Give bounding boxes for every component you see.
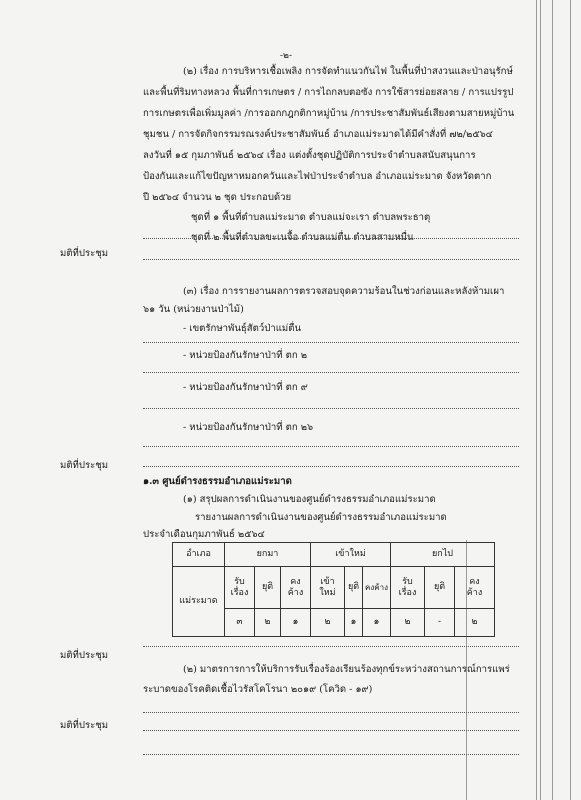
subheader-text: เรื่อง [398, 587, 417, 598]
resolution-label: มติที่ประชุม [60, 720, 109, 731]
scan-margin-line [540, 0, 541, 800]
dotted-line [143, 466, 519, 467]
item2-line: ชุมชน / การจัดกิจกรรมรณรงค์ประชาสัมพันธ์ อำเภอแม่ระมาดได้มีคำสั่งที่ ๗๒/๒๕๖๔ [143, 129, 493, 140]
resolution-label: มติที่ประชุม [60, 460, 109, 471]
subheader-text: เรื่อง [230, 587, 249, 598]
subheader-text: ใหม่ [319, 587, 336, 598]
summary-table [172, 542, 495, 637]
team-1: ชุดที่ ๑ พื้นที่ตำบลแม่ระมาด ตำบลแม่จะเรา ตำบลพระธาตุ [191, 212, 431, 223]
page-number: -๒- [280, 51, 293, 61]
unit-item: - เขตรักษาพันธุ์สัตว์ป่าแม่ตื่น [183, 323, 302, 334]
dotted-line [143, 372, 519, 373]
value-cell: ๓ [225, 609, 255, 637]
item3-line: (๓) เรื่อง การรายงานผลการตรวจสอบจุดความร้อนในช่วงก่อนและหลังห้ามเผา [183, 286, 505, 297]
value-cell: ๑ [281, 609, 311, 637]
dotted-line [143, 259, 519, 260]
dotted-line [143, 342, 519, 343]
item2-line: ปี ๒๕๖๔ จำนวน ๒ ชุด ประกอบด้วย [143, 192, 292, 203]
item2-line: ป้องกันและแก้ไขปัญหาหมอกควันและไฟป่าประจำตำบล อำเภอแม่ระมาด จังหวัดตาก [143, 171, 492, 182]
subheader-cell: ยุติ [345, 567, 363, 609]
dotted-line [143, 446, 519, 447]
value-cell: - [425, 609, 455, 637]
subheader-cell [455, 567, 495, 609]
value-cell: ๑ [363, 609, 391, 637]
item2b-line: (๒) มาตรการการให้บริการรับเรื่องร้องเรียนร้องทุกข์ระหว่างสถานการณ์การแพร่ [183, 664, 510, 675]
item2-line: ลงวันที่ ๑๕ กุมภาพันธ์ ๒๕๖๔ เรื่อง แต่งตั้งชุดปฏิบัติการประจำตำบลสนับสนุนการ [143, 150, 476, 161]
item2b-line: ระบาดของโรคติดเชื้อไวรัสโคโรนา ๒๐๑๙ (โควิด - ๑๙) [143, 684, 373, 695]
header-district: อำเภอ [173, 543, 225, 567]
team-2: ชุดที่ ๒ พื้นที่ตำบลขะเนจื้อ ตำบลแม่ตื่น ตำบลสามหมื่น [191, 232, 414, 243]
scan-margin-line [552, 0, 553, 800]
subheader-text: คง [290, 576, 301, 587]
scan-margin-line [536, 0, 537, 800]
subheader-cell: ยุติ [425, 567, 455, 609]
subheader-text: รับ [402, 576, 413, 587]
item3-line: ๖๑ วัน (หน่วยงานป่าไม้) [143, 304, 244, 315]
unit-item: - หน่วยป้องกันรักษาป่าที่ ตก ๙ [183, 382, 308, 393]
value-cell: ๒ [255, 609, 281, 637]
dotted-line [143, 754, 519, 755]
dotted-line [143, 646, 519, 647]
item2-line: (๒) เรื่อง การบริหารเชื้อเพลิง การจัดทำแนวกันไฟ ในพื้นที่ป่าสงวนและป่าอนุรักษ์ [183, 66, 513, 77]
value-cell: ๒ [455, 609, 495, 637]
item2-line: และพื้นที่ริมทางหลวง พื้นที่การเกษตร / การไถกลบตอซัง การใช้สารย่อยสลาย / การแปรรูป [143, 87, 514, 98]
item2-line: การเกษตรเพื่อเพิ่มมูลค่า /การออกกฎกติกาหมู่บ้าน /การประชาสัมพันธ์เสียงตามสายหมู่บ้าน [143, 108, 515, 119]
section-sub: (๑) สรุปผลการดำเนินงานของศูนย์ดำรงธรรมอำเภอแม่ระมาด [183, 494, 436, 505]
subheader-cell: ยุติ [255, 567, 281, 609]
resolution-label: มติที่ประชุม [60, 248, 109, 259]
section-heading: ๑.๓ ศูนย์ดำรงธรรมอำเภอแม่ระมาด [143, 476, 292, 487]
report-period: ประจำเดือนกุมภาพันธ์ ๒๕๖๔ [143, 529, 265, 540]
dotted-line [143, 408, 519, 409]
report-title: รายงานผลการดำเนินงานของศูนย์ดำรงธรรมอำเภอแม่ระมาด [195, 512, 447, 523]
dotted-line [143, 730, 519, 731]
district-cell: แม่ระมาด [173, 567, 225, 637]
value-cell: ๒ [311, 609, 345, 637]
subheader-text: คง [469, 576, 480, 587]
unit-item: - หน่วยป้องกันรักษาป่าที่ ตก ๒๖ [183, 422, 314, 433]
value-cell: ๒ [391, 609, 425, 637]
subheader-text: ค้าง [287, 587, 304, 598]
subheader-cell [225, 567, 255, 609]
value-cell: ๑ [345, 609, 363, 637]
subheader-cell [281, 567, 311, 609]
subheader-text: ค้าง [466, 587, 483, 598]
subheader-cell [391, 567, 425, 609]
resolution-label: มติที่ประชุม [60, 650, 109, 661]
subheader-text: เข้า [320, 576, 335, 587]
unit-item: - หน่วยป้องกันรักษาป่าที่ ตก ๒ [183, 350, 308, 361]
header-forward: ยกไป [391, 543, 495, 567]
header-carried: ยกมา [225, 543, 311, 567]
header-new: เข้าใหม่ [311, 543, 391, 567]
subheader-cell [311, 567, 345, 609]
scan-margin-line [570, 0, 571, 800]
subheader-text: รับ [234, 576, 245, 587]
dotted-line [143, 712, 519, 713]
subheader-cell: คงค้าง [363, 567, 391, 609]
dotted-line [143, 238, 519, 239]
